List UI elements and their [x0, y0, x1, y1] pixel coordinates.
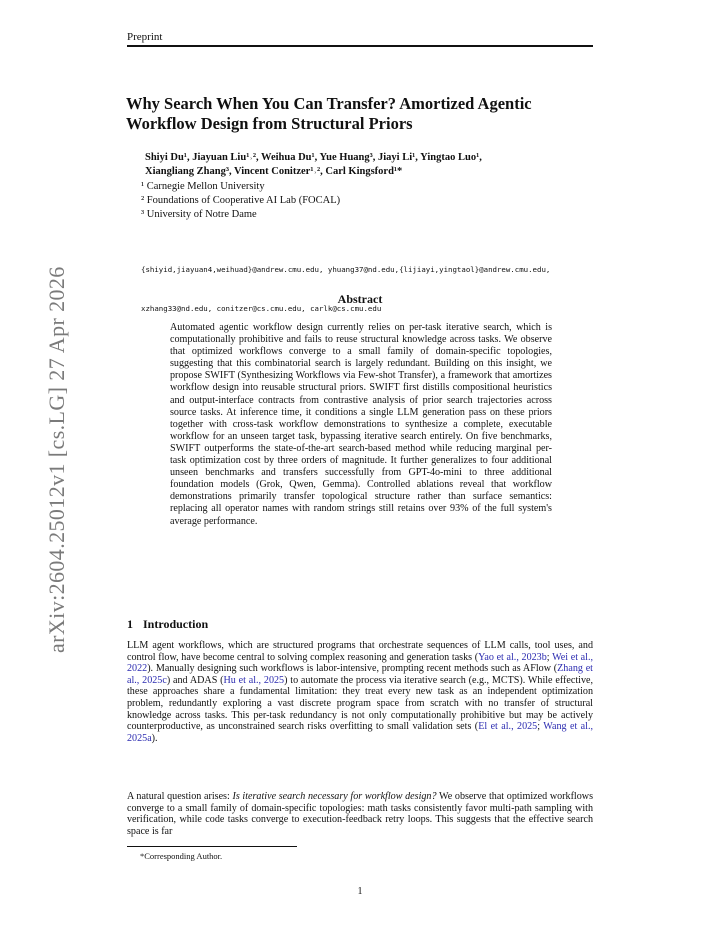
- header-rule: [127, 45, 593, 47]
- running-header: Preprint: [127, 31, 163, 43]
- authors-line-2: Xiangliang Zhang³, Vincent Conitzer¹˒², Carl Kingsford¹*: [145, 165, 403, 177]
- paper-title: Why Search When You Can Transfer? Amortized Agentic Workflow Design from Structural Priors: [126, 94, 532, 133]
- research-question: Is iterative search necessary for workflow design?: [232, 791, 437, 802]
- citation-link[interactable]: Hu et al., 2025: [223, 674, 285, 686]
- intro-paragraph-1: LLM agent workflows, which are structured programs that orchestrate sequences of LLM calls, tool uses, and control flow, have become central to solving complex reasoning and generation tasks (Yao et al., 2023b; Wei et al., 2022). Manually designing such workflows is labor-intensive, prompting recent methods such as AFlow (Zhang et al., 2025c) and ADAS (Hu et al., 2025) to automate the process via iterative search (e.g., MCTS). While effective, these approaches share a fundamental limitation: they treat every new task as an independent optimization problem, redundantly exploring a vast discrete program space from scratch with no transfer of structural knowledge across tasks. This per-task redundancy is not only computationally prohibitive but may be actively counterproductive, as unconstrained search risks overfitting to small validation sets (El et al., 2025; Wang et al., 2025a).: [127, 640, 594, 744]
- page-number: 1: [357, 886, 363, 897]
- author-list: [145, 151, 595, 178]
- footnote: *Corresponding Author.: [140, 851, 223, 861]
- affiliations: [141, 180, 591, 222]
- abstract-heading: Abstract: [337, 292, 383, 306]
- authors-line-1: Shiyi Du¹, Jiayuan Liu¹˒², Weihua Du¹, Yue Huang³, Jiayi Li¹, Yingtao Luo¹,: [145, 152, 482, 163]
- citation-link[interactable]: Wei et al., 2022: [127, 651, 594, 675]
- affiliation-3: ³ University of Notre Dame: [141, 209, 257, 220]
- section-number: 1: [127, 617, 133, 631]
- contact-emails: [141, 237, 641, 328]
- emails-line-1: {shiyid,jiayuan4,weihuad}@andrew.cmu.edu, yhuang37@nd.edu,{lijiayi,yingtaol}@andrew.cmu.edu,: [141, 265, 551, 274]
- abstract-text: Automated agentic workflow design currently relies on per-task iterative search, which is computationally prohibitive and fails to reuse structural knowledge across tasks. We observe that optimized workflows converge to a small family of domain-specific topologies, suggesting that this combinatorial search is largely redundant. Building on this insight, we propose SWIFT (Synthesizing Workflows via Few-shot Transfer), a framework that amortizes workflow design into reusable structural priors. SWIFT first distills compositional heuristics and output-interface contracts from contrastive analysis of prior search trajectories across source tasks. At inference time, it conditions a single LLM generation pass on these priors together with cross-task workflow demonstrations to synthesize a complete, executable workflow for an unseen target task, bypassing iterative search entirely. On five benchmarks, SWIFT outperforms the state-of-the-art search-based method while reducing marginal per-task optimization cost by three orders of magnitude. It further generalizes to four additional unseen benchmarks and transfers successfully from GPT-4o-mini to three additional foundation models (Grok, Qwen, Gemma). Controlled ablations reveal that workflow demonstrations primarily transfer topological structure rather than surface semantics: replacing all operator names with random strings still retains over 93% of the full system's average performance.: [170, 322, 552, 527]
- citation-link[interactable]: Zhang et al., 2025c: [127, 663, 593, 686]
- arxiv-identifier-stamp[interactable]: [37, 266, 69, 653]
- footnote-rule: [127, 846, 297, 847]
- affiliation-1: ¹ Carnegie Mellon University: [141, 181, 265, 192]
- citation-link[interactable]: Wang et al., 2025a: [127, 721, 594, 744]
- citation-link[interactable]: El et al., 2025: [478, 721, 538, 733]
- affiliation-2: ² Foundations of Cooperative AI Lab (FOCAL): [141, 195, 341, 206]
- intro-paragraph-2: A natural question arises: Is iterative search necessary for workflow design? We observe that optimized workflows converge to a small family of domain-specific topologies: math tasks consistently favor multi-path sampling with verification, while code tasks converge to execution-feedback retry loops. This suggests that the effective search space is far: [127, 791, 593, 837]
- section-title: Introduction: [143, 617, 209, 631]
- section-heading-introduction: [127, 617, 218, 632]
- emails-line-2: xzhang33@nd.edu, conitzer@cs.cmu.edu, carlk@cs.cmu.edu: [141, 304, 382, 313]
- citation-link[interactable]: Yao et al., 2023b: [478, 651, 547, 663]
- arxiv-id-text: arXiv:2604.25012v1 [cs.LG] 27 Apr 2026: [44, 266, 69, 653]
